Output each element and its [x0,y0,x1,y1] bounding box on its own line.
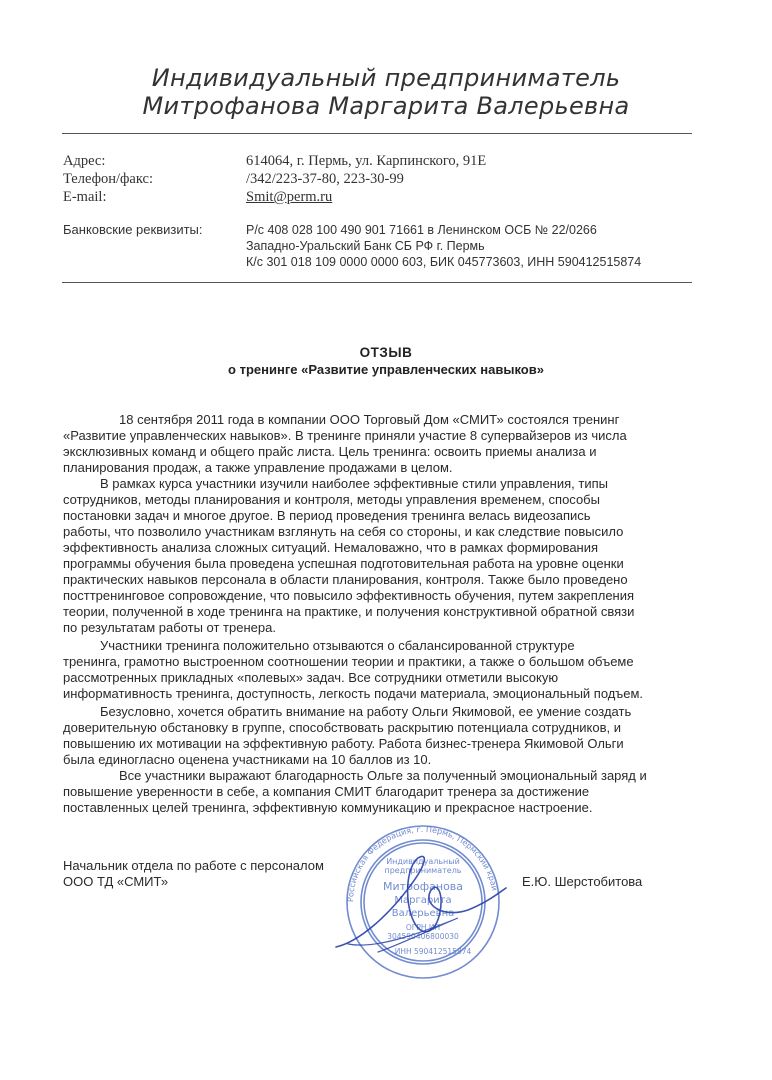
address-value: 614064, г. Пермь, ул. Карпинского, 91Е [246,153,487,169]
signatory-name: Е.Ю. Шерстобитова [522,874,643,889]
company-stamp [318,822,528,982]
bank-line-account: Р/с 408 028 100 490 901 71661 в Ленинском ОСБ № 22/0266 [246,223,597,237]
address-label: Адрес: [63,153,106,169]
body-line: теории, полученной в ходе тренинга на практике, и получения конструктивной обратной связи [63,604,635,619]
body-line: поставленных целей тренинга, эффективную коммуникацию и прекрасное настроение. [63,800,593,815]
body-line: информативность тренинга, доступность, легкость подачи материала, эмоциональный подъем. [63,686,643,701]
body-line: эксклюзивных команд и общего прайс листа. Цель тренинга: освоить приемы анализа и [63,444,597,459]
stamp-text: Маргарита [394,895,452,906]
stamp-text: ИНН 590412515874 [394,947,472,956]
body-line: планирования продаж, а также управление продажами в целом. [63,460,453,475]
body-line: В рамках курса участники изучили наиболее эффективные стили управления, типы [100,476,608,491]
body-line: Безусловно, хочется обратить внимание на работу Ольги Якимовой, ее умение создать [100,704,632,719]
email-link[interactable]: Smit@perm.ru [246,189,333,205]
document-subtitle: о тренинге «Развитие управленческих навыков» [228,362,544,377]
stamp-text: Митрофанова [382,880,464,893]
body-line: была единогласно оценена участниками на 10 баллов из 10. [63,752,432,767]
stamp-text: Валерьевна [391,908,455,919]
letterhead-title: Индивидуальный предприниматель [151,64,621,92]
body-line: посттренинговое сопровождение, что повысило эффективность обучения, путем закрепления [63,588,635,603]
body-line: тренинга, грамотно выстроенном соотношении теории и практики, а также о большом объеме [63,654,634,669]
requisites-divider [62,282,692,283]
letterhead-name: Митрофанова Маргарита Валерьевна [142,92,630,120]
body-line: практических навыков персонала в области планирования, контроля. Также было проведено [63,572,628,587]
body-line: Все участники выражают благодарность Ольге за полученный эмоциональный заряд и [119,768,647,783]
stamp-text: 304590406800030 [387,932,459,941]
body-line: повышению их мотивации на эффективную работу. Работа бизнес-тренера Якимовой Ольги [63,736,624,751]
stamp-ring-text: Российская Федерация, г. Пермь, Пермский край [345,824,500,903]
body-line: по результатам работы от тренера. [63,620,276,635]
stamp-text: ОГРН ИП [405,923,441,932]
stamp-text: предприниматель [384,866,462,875]
body-line: Участники тренинга положительно отзываются о сбалансированной структуре [100,638,575,653]
body-line: постановки задач и многое другое. В период проведения тренинга велась видеозапись [63,508,591,523]
signatory-position: Начальник отдела по работе с персоналом [63,858,324,873]
bank-line-codes: К/с 301 018 109 0000 0000 603, БИК 045773603, ИНН 590412515874 [246,255,642,269]
body-line: рассмотренных прикладных «полевых» задач. Все сотрудники отметили высокую [63,670,559,685]
body-line: работы, что позволило участникам взглянуть на себя со стороны, и как следствие повысило [63,524,624,539]
document-title: ОТЗЫВ [359,345,413,360]
bank-line-bank: Западно-Уральский Банк СБ РФ г. Пермь [246,239,485,253]
body-line: эффективность анализа сложных ситуаций. Немаловажно, что в рамках формирования [63,540,599,555]
stamp-text: Индивидуальный [386,857,460,866]
body-line: 18 сентября 2011 года в компании ООО Торговый Дом «СМИТ» состоялся тренинг [119,412,620,427]
body-line: «Развитие управленческих навыков». В тренинге приняли участие 8 супервайзеров из числа [63,428,627,443]
phone-value: /342/223-37-80, 223-30-99 [246,171,404,187]
body-line: доверительную обстановку в группе, способствовать раскрытию потенциала сотрудников, и [63,720,621,735]
body-line: сотрудников, методы планирования и контроля, методы управления временем, способы [63,492,600,507]
header-divider [62,133,692,134]
email-label: E-mail: [63,189,107,205]
body-line: повышение уверенности в себе, а компания СМИТ благодарит тренера за достижение [63,784,590,799]
phone-label: Телефон/факс: [63,171,154,187]
body-line: программы обучения была проведена успешная подготовительная работа на уровне оценки [63,556,624,571]
signatory-company: ООО ТД «СМИТ» [63,874,169,889]
bank-label: Банковские реквизиты: [63,222,203,237]
